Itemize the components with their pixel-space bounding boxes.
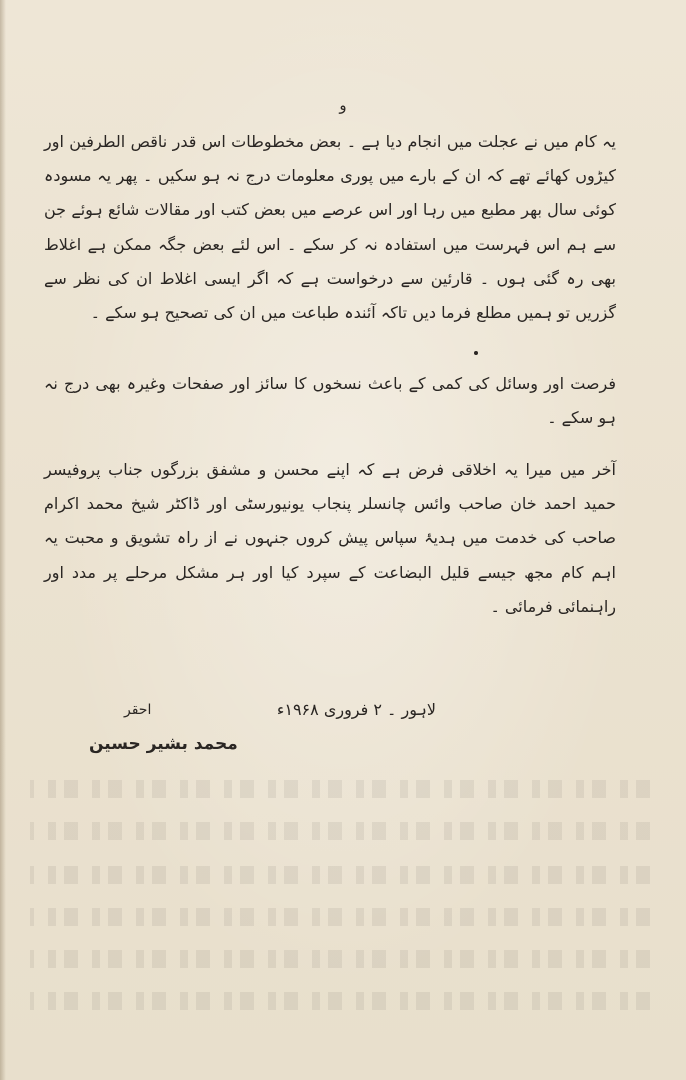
- show-through-line: [30, 992, 650, 1010]
- signature-prefix: احقر: [124, 702, 152, 718]
- paragraph-separator-dot: [474, 351, 478, 355]
- show-through-line: [30, 866, 650, 884]
- paragraph-acknowledgement: آخر میں میرا یہ اخلاقی فرض ہے کہ اپنے محسن و مشفق بزرگوں جناب پروفیسر حمید احمد خان صاحب وائس چانسلر پنجاب یونیورسٹی اور ڈاکٹر شیخ محمد اکرام صاحب کی خدمت میں ہدیۂ سپاس پیش کروں جنہوں نے از راہ تشویق و محبت یہ اہم کام مجھ جیسے قلیل البضاعت کے سپرد کیا اور ہر مشکل مرحلے پر مدد اور راہنمائی فرمائی ۔: [44, 460, 616, 616]
- show-through-line: [30, 950, 650, 968]
- show-through-line: [30, 822, 650, 840]
- author-signature: محمد بشیر حسین: [89, 734, 238, 754]
- paragraph-errors-note: یہ کام میں نے عجلت میں انجام دیا ہے ۔ بعض مخطوطات اس قدر ناقص الطرفین اور کیڑوں کھائے تھے کہ ان کے بارے میں پوری معلومات درج نہ ہو سکیں ۔ پھر یہ مسودہ کوئی سال بھر مطبع میں رہا اور اس عرصے میں بعض کتب اور مقالات شائع ہوئے جن سے ہم اس فہرست میں استفادہ نہ کر سکے ۔ اس لئے بعض جگہ ممکن ہے اغلاط بھی رہ گئی ہوں ۔ قارئین سے درخواست ہے کہ اگر ایسی اغلاط ان کی نظر سے گزریں تو ہمیں مطلع فرما دیں تاکہ آئندہ طباعت میں ان کی تصحیح ہو سکے ۔: [44, 132, 616, 323]
- paragraph-resources-note: فرصت اور وسائل کی کمی کے باعث نسخوں کا سائز اور صفحات وغیرہ بھی درج نہ ہو سکے ۔: [44, 374, 616, 428]
- show-through-line: [30, 780, 650, 798]
- page-number: و: [339, 96, 347, 114]
- place-and-date: لاہور ۔ ۲ فروری ۱۹۶۸ء: [276, 700, 436, 719]
- show-through-line: [30, 908, 650, 926]
